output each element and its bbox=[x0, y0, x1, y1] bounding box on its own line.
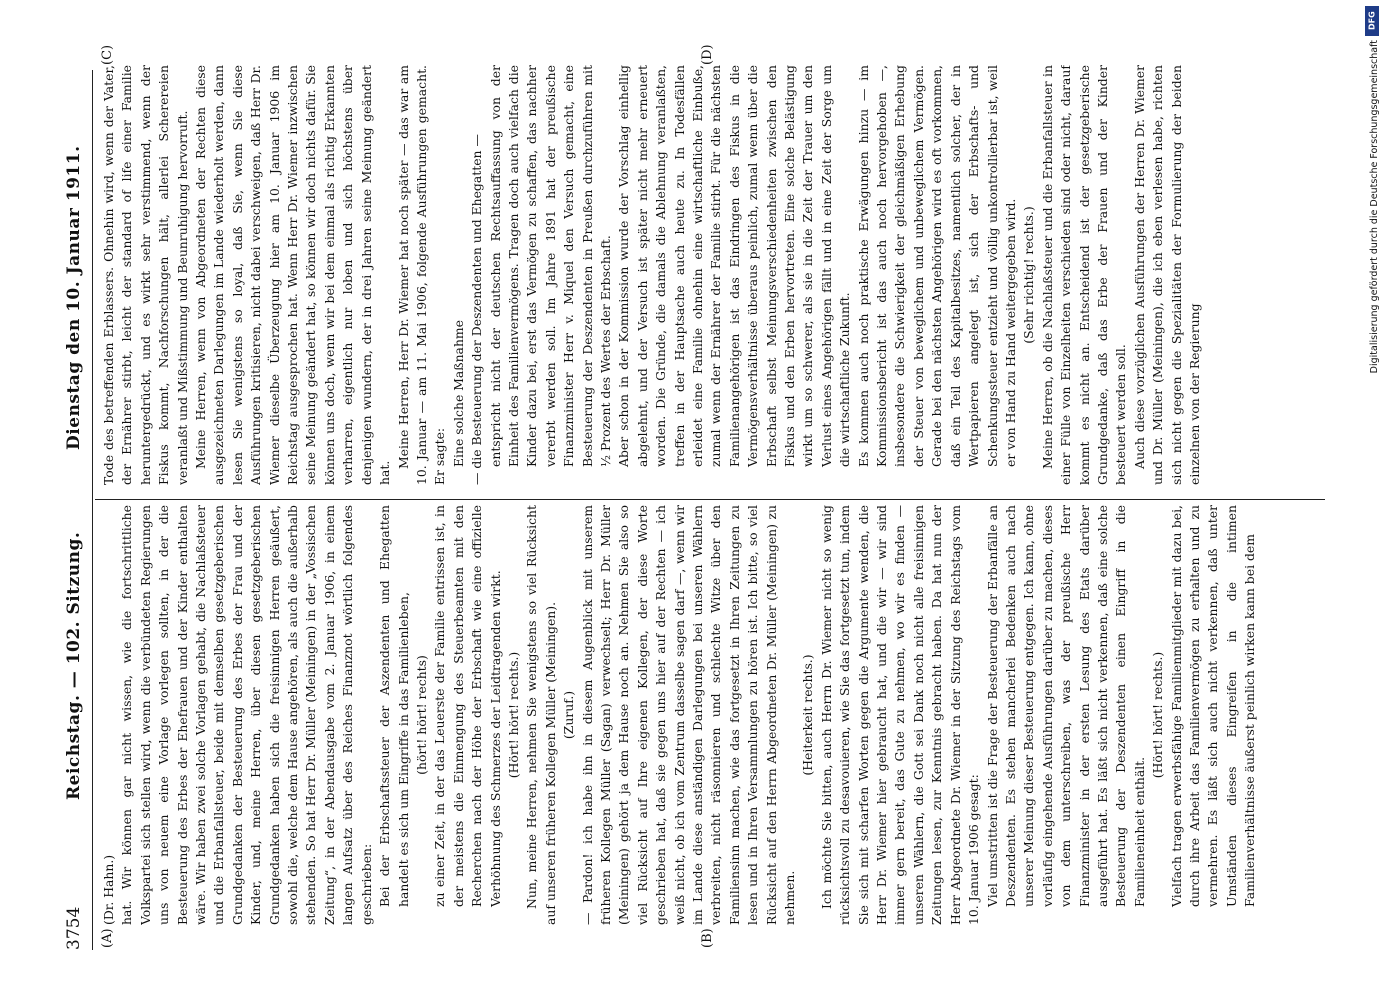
quotation: zu einer Zeit, in der das Leuerste der Familie entrissen ist, in der meistens die Einmengung des Steuerbeamten mit den Recherchen nach der Höhe der Erbschaft wie eine offizielle Verhöhnung des Schmerzes der Leidtragenden wirkt. bbox=[432, 505, 503, 907]
margin-marker-b: (B) bbox=[700, 928, 715, 948]
paragraph: Nun, meine Herren, nehmen Sie wenigstens so viel Rücksicht auf unseren früheren Kollegen Müller (Meiningen). bbox=[524, 505, 558, 925]
quotation: entspricht nicht der deutschen Rechtsauffassung von der Einheit des Familienvermögens. Tragen doch auch vielfach die Kinder dazu bei, erst das Vermögen zu schaffen, das nachher vererbt werden soll. Im Jahre 1891 hat der preußische Finanzminister Herr v. Miquel den Versuch gemacht, eine Besteuerung der Deszendenten in Preußen durchzuführen mit ½ Prozent des Wertes der Erbschaft. bbox=[487, 65, 613, 467]
digitization-strip bbox=[1361, 0, 1383, 1000]
paragraph: Meine Herren, Herr Dr. Wiemer hat noch später — das war am 10. Januar — am 11. Mai 1906, folgende Ausführungen gemacht. Er sagte: bbox=[395, 65, 448, 485]
interjection: (hört! hört! rechts) bbox=[413, 655, 429, 775]
interjection: (Hört! hört! rechts.) bbox=[1150, 651, 1166, 779]
interjection: (Sehr richtig! rechts.) bbox=[1021, 206, 1037, 344]
quotation: Eine solche Maßnahme bbox=[450, 319, 466, 467]
header-session-title: Reichstag. — 102. Sitzung. bbox=[64, 531, 84, 800]
paragraph: Meine Herren, wenn von Abgeordneten der Rechten diese ausgezeichneten Darlegungen im Lande wiederholt werden, dann lesen Sie wenigstens so loyal, daß Sie, wenn Sie diese Ausführungen kritisieren, nicht dabei verschweigen, daß Herr Dr. Wiemer dieselbe Überzeugung hier am 10. Januar 1906 im Reichstag ausgesprochen hat. Wenn Herr Dr. Wiemer inzwischen seine Meinung geändert hat, so können wir doch nichts dafür. Sie können uns doch, wenn wir bei dem einmal als richtig Erkannten verharren, eigentlich nur loben und sich höchstens über denjenigen wundern, der in drei Jahren seine Meinung geändert hat. bbox=[193, 65, 393, 485]
header-date: Dienstag den 10. Januar 1911. bbox=[64, 145, 84, 450]
margin-marker-c: (C) bbox=[100, 44, 115, 65]
paragraph: — Pardon! ich habe ihn in diesem Augenblick mit unserem früheren Kollegen Müller (Sagan) verwechselt; Herr Dr. Müller (Meiningen) gehört ja dem Hause noch an. Nehmen Sie also so viel Rücksicht auf Ihre eigenen Kollegen, der diese Worte geschrieben hat, daß sie gegen uns hier auf der Rechten — ich weiß nicht, ob ich vom Zentrum dasselbe sagen darf —, wenn wir im Lande diese anständigen Darlegungen bei unseren Wählern verbreiten, nicht räsonnieren und schlechte Witze über den Familiensinn machen, wie das fortgesetzt in Ihren Zeitungen zu lesen und in Ihren Versammlungen zu hören ist. Ich bitte, so viel Rücksicht auf den Herrn Abgeordneten Dr. Müller (Meiningen) zu nehmen. bbox=[579, 505, 798, 925]
interjection: (Zuruf.) bbox=[561, 690, 577, 740]
paragraph: Ich möchte Sie bitten, auch Herrn Dr. Wiemer nicht so wenig rücksichtsvoll zu desavouieren, wie Sie das fortgesetzt tun, indem Sie sich mit scharfen Worten gegen die Argumente wenden, die Herr Dr. Wiemer hier gebraucht hat, und die wir — wir sind immer gern bereit, das Gute zu nehmen, wo wir es finden — unseren Wählern, die Gott sei Dank noch nicht alle freisinnigen Zeitungen lesen, zur Kenntnis gebracht haben. Da hat nun der Herr Abgeordnete Dr. Wiemer in der Sitzung des Reichstags vom 10. Januar 1906 gesagt: bbox=[818, 505, 982, 925]
quotation: Aber schon in der Kommission wurde der Vorschlag einhellig abgelehnt, und der Versuch ist später nicht mehr erneuert worden. Die Gründe, die damals die Ablehnung veranlaßten, treffen in der Hauptsache auch heute zu. In Todesfällen erleidet eine Familie ohnehin eine wirtschaftliche Einbuße, zumal wenn der Ernährer der Familie stirbt. Für die nächsten Familienangehörigen ist das Eindringen des Fiskus in die Vermögensverhältnisse überaus peinlich, zumal wenn über die Erbschaft selbst Meinungsverschiedenheiten zwischen den Fiskus und den Erben hervortreten. Eine solche Belästigung wirkt um so schwerer, als sie in die Zeit der Trauer um den Verlust eines Angehörigen fällt und in eine Zeit der Sorge um die wirtschaftliche Zukunft. bbox=[616, 65, 853, 467]
margin-marker-a: (A) bbox=[100, 928, 115, 948]
quotation: Es kommen auch noch praktische Erwägungen hinzu — im Kommissionsbericht ist das auch noch hervorgehoben —, insbesondere die Schwierigkeit der gleichmäßigen Erhebung der Steuer von beweglichem und unbeweglichem Vermögen. Gerade bei den nächsten Angehörigen wird es oft vorkommen, daß ein Teil des Kapitalbesitzes, namentlich solcher, der in Wertpapieren angelegt ist, sich der Erbschafts- und Schenkungssteuer entzieht und völlig unkontrollierbar ist, weil er von Hand zu Hand weitergegeben wird. bbox=[855, 65, 1018, 467]
digitization-note: Digitalisierung gefördert durch die Deutsche Forschungsgemeinschaft bbox=[1369, 40, 1380, 374]
quotation: Bei der Erbschaftssteuer der Aszendenten und Ehegatten handelt es sich um Eingriffe in das Familienleben, bbox=[377, 505, 411, 907]
text-column-right bbox=[100, 65, 1320, 485]
interjection: (Heiterkeit rechts.) bbox=[800, 654, 816, 776]
text-column-left bbox=[100, 505, 1320, 925]
paragraph: Meine Herren, ob die Nachlaßsteuer und die Erbanfallsteuer in einer Fülle von Einzelheiten verschieden sind oder nicht, darauf kommt es nicht an. Entscheidend ist der gesetzgeberische Grundgedanke, daß das Erbe der Frauen und der Kinder besteuert werden soll. bbox=[1039, 65, 1129, 485]
paragraph: hat. Wir können gar nicht wissen, wie die fortschrittliche Volkspartei sich stellen wird, wenn die verbündeten Regierungen uns von neuem eine Vorlage vorlegen sollten, in der die Besteuerung des Erbes der Ehefrauen und der Kinder enthalten wäre. Wir haben zwei solche Vorlagen gehabt, die Nachlaßsteuer und die Erbanfallsteuer, beide mit demselben gesetzgeberischen Grundgedanken der Besteuerung des Erbes der Frau und der Kinder, und, meine Herren, über diesen gesetzgeberischen Grundgedanken haben sich die freisinnigen Herren geäußert, sowohl die, welche dem Hause angehören, als auch die außerhalb stehenden. So hat Herr Dr. Müller (Meiningen) in der „Vossischen Zeitung“, in der Abendausgabe vom 2. Januar 1906, in einem langen Aufsatz über des Reiches Finanznot wörtlich folgendes geschrieben: bbox=[119, 505, 374, 925]
speaker-note: (Dr. Hahn.) bbox=[101, 854, 116, 925]
page-header bbox=[60, 70, 92, 950]
quotation: Vielfach tragen erwerbsfähige Familienmitglieder mit dazu bei, durch ihre Arbeit das Familienvermögen zu erhalten und zu vermehren. Es läßt sich auch nicht verkennen, daß unter Umständen dieses Eingreifen in die intimen Familienverhältnisse äußerst peinlich wirken kann bei dem bbox=[1168, 505, 1258, 907]
column-divider bbox=[95, 499, 1325, 500]
quotation: Viel umstritten ist die Frage der Besteuerung der Erbanfälle an Deszendenten. Es stehen mancherlei Bedenken auch nach unserer Meinung dieser Besteuerung entgegen. Ich kann, ohne vorläufig eingehende Ausführungen darüber zu machen, dieses von dem unterschreiben, was der preußische Herr Finanzminister in der ersten Lesung des Etats darüber ausgeführt hat. Es läßt sich nicht verkennen, daß eine solche Besteuerung der Deszendenten einen Eingriff in die Familieneinheit enthält. bbox=[984, 505, 1147, 907]
insertion: — die Besteuerung der Deszendenten und Ehegatten — bbox=[469, 134, 485, 485]
paragraph: Auch diese vorzüglichen Ausführungen der Herren Dr. Wiemer und Dr. Müller (Meiningen), die ich eben verlesen habe, richten sich nicht gegen die Spezialitäten der Formulierung der beiden einzelnen von der Regierung bbox=[1131, 65, 1202, 485]
dfg-logo: DFG bbox=[1365, 6, 1379, 36]
page-number: 3754 bbox=[64, 906, 84, 950]
quotation: Tode des betreffenden Erblassers. Ohnehin wird, wenn der Vater, der Ernährer stirbt, leicht der standard of life einer Familie heruntergedrückt, und es wirkt sehr verstimmend, wenn der Fiskus kommt, Nachforschungen hält, allerlei Scherereien veranlaßt und Mißstimmung und Beunruhigung hervorruft. bbox=[101, 65, 190, 485]
header-rule bbox=[92, 70, 93, 950]
margin-marker-d: (D) bbox=[700, 44, 715, 65]
interjection: (Hört! hört! rechts.) bbox=[505, 651, 521, 779]
